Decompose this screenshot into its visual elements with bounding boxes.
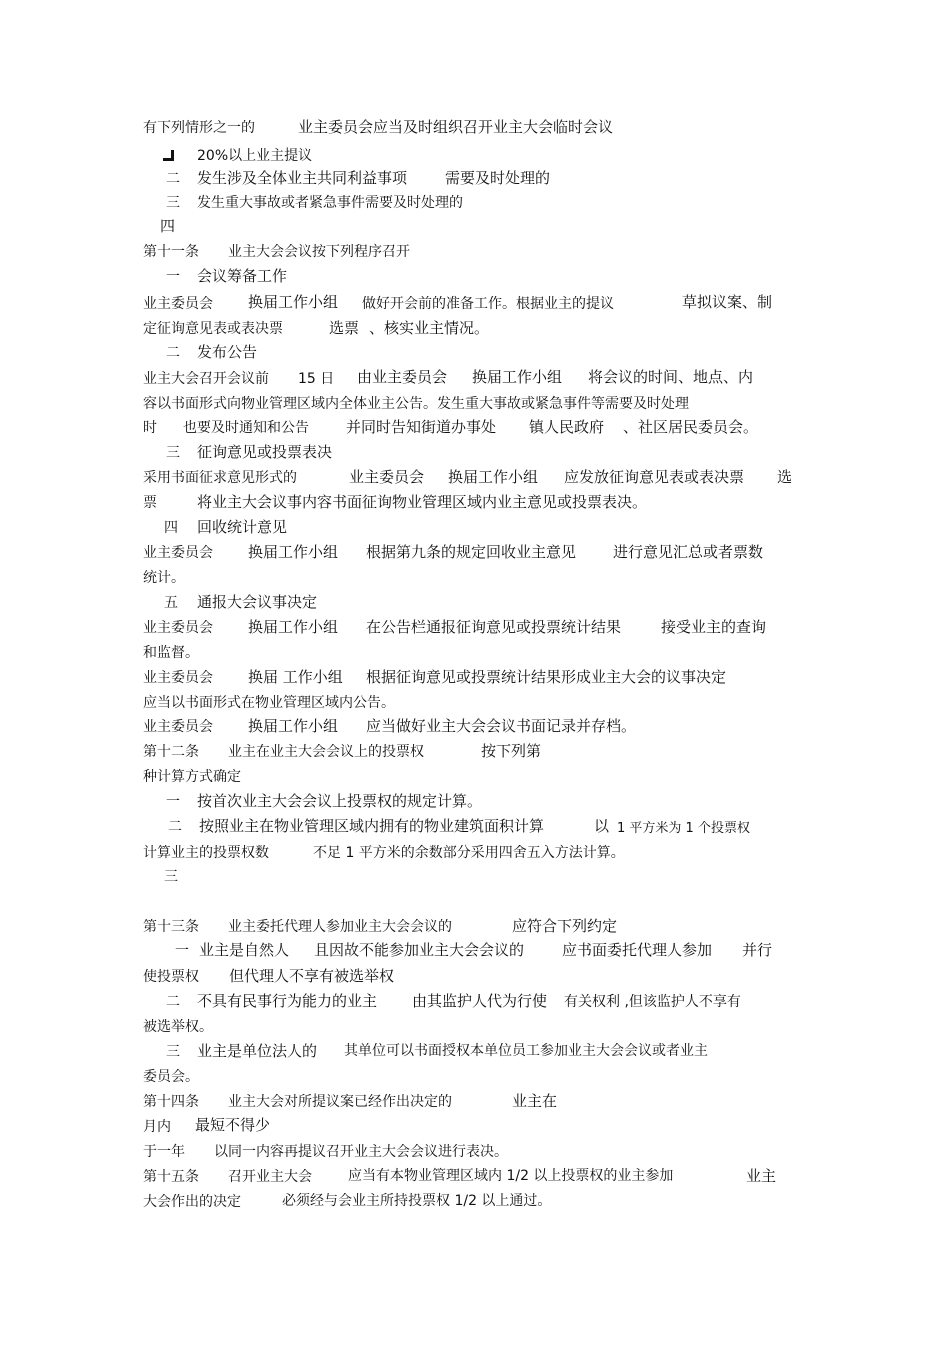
text-line: 委员会。 <box>143 1069 199 1085</box>
list-item: 需要及时处理的 <box>445 169 551 187</box>
text-line: 业主委员会 <box>143 670 213 686</box>
text-line: 选票 <box>329 319 360 337</box>
article-heading: 第十三条 <box>143 919 199 935</box>
text-line: 票 <box>143 495 157 511</box>
text-line: 必须经与会业主所持投票权 1/2 以上通过。 <box>282 1193 552 1209</box>
text-line: 计算业主的投票权数 <box>143 845 269 861</box>
text-line: 容以书面形式向物业管理区域内全体业主公告。发生重大事故或紧急事件等需要及时处理 <box>143 396 689 412</box>
list-item: 业主是自然人 <box>199 941 290 959</box>
text-line: 以同一内容再提议召开业主大会会议进行表决。 <box>214 1144 508 1160</box>
text-line: 15 日 <box>298 371 335 387</box>
text-line: 将会议的时间、地点、内 <box>588 368 754 386</box>
text-line: 使投票权 <box>143 969 199 985</box>
text-line: 应当以书面形式在物业管理区域内公告。 <box>143 695 395 711</box>
text-line: 和监督。 <box>143 645 199 661</box>
text-line: 镇人民政府 <box>529 418 605 436</box>
list-item: 发生重大事故或者紧急事件需要及时处理的 <box>197 195 463 211</box>
text-line: 选 <box>777 468 793 486</box>
list-item: 征询意见或投票表决 <box>197 443 333 461</box>
list-number: 五 <box>164 595 178 611</box>
article-heading: 第十二条 <box>143 744 199 760</box>
text-line: 将业主大会议事内容书面征询物业管理区域内业主意见或投票表决。 <box>197 493 648 511</box>
text-line: 统计。 <box>143 570 185 586</box>
list-item: 有关权利 ,但该监护人不享有 <box>564 994 741 1010</box>
list-number: 一 <box>166 269 180 285</box>
list-item: 且因故不能参加业主大会会议的 <box>314 941 525 959</box>
text-line: 采用书面征求意见形式的 <box>143 470 297 486</box>
text-line: 业主委员会应当及时组织召开业主大会临时会议 <box>298 118 614 136</box>
list-number: 三 <box>166 195 180 211</box>
text-line: 并同时告知街道办事处 <box>346 418 497 436</box>
text-line: 接受业主的查询 <box>661 618 767 636</box>
text-line: 但代理人不享有被选举权 <box>229 967 395 985</box>
list-item: 按首次业主大会会议上投票权的规定计算。 <box>197 792 483 810</box>
list-item: 回收统计意见 <box>197 518 288 536</box>
text-line: 应当做好业主大会会议书面记录并存档。 <box>366 717 637 735</box>
text-line: 换届工作小组 <box>248 618 339 636</box>
text-line: 换届工作小组 <box>448 468 539 486</box>
list-item: 通报大会议事决定 <box>197 593 318 611</box>
list-item: 其单位可以书面授权本单位员工参加业主大会会议或者业主 <box>344 1043 708 1059</box>
article-text: 应当有本物业管理区域内 1/2 以上投票权的业主参加 <box>348 1168 674 1184</box>
text-line: 不足 1 平方米的余数部分采用四舍五入方法计算。 <box>313 845 625 861</box>
list-number: 二 <box>166 345 180 361</box>
article-text: 业主 <box>746 1167 777 1185</box>
text-line: 有下列情形之一的 <box>143 120 255 136</box>
list-number: 一 <box>166 794 180 810</box>
text-line: 被选举权。 <box>143 1019 213 1035</box>
list-number: 四 <box>160 217 176 235</box>
list-item: 业主是单位法人的 <box>197 1042 318 1060</box>
text-line: 于一年 <box>143 1144 185 1160</box>
list-number: 二 <box>166 171 180 187</box>
text-line: 最短不得少 <box>195 1116 271 1134</box>
article-heading: 第十一条 <box>143 244 199 260</box>
text-line: 业主委员会 <box>143 719 213 735</box>
text-line: 、核实业主情况。 <box>369 319 490 337</box>
list-item: 20%以上业主提议 <box>197 148 313 164</box>
text-line: 种计算方式确定 <box>143 769 241 785</box>
list-item: 不具有民事行为能力的业主 <box>197 992 378 1010</box>
text-line: 换届工作小组 <box>248 717 339 735</box>
list-number: 二 <box>166 994 180 1010</box>
text-line: 进行意见汇总或者票数 <box>613 543 764 561</box>
text-line: 在公告栏通报征询意见或投票统计结果 <box>366 618 622 636</box>
list-number: 二 <box>168 819 182 835</box>
text-line: 大会作出的决定 <box>143 1194 241 1210</box>
text-line: 也要及时通知和公告 <box>183 420 309 436</box>
list-item: 按照业主在物业管理区域内拥有的物业建筑面积计算 <box>199 817 545 835</box>
list-item: 1 平方米为 1 个投票权 <box>617 821 750 836</box>
text-line: 由业主委员会 <box>357 368 448 386</box>
text-line: 业主委员会 <box>143 620 213 636</box>
list-item: 会议筹备工作 <box>197 267 288 285</box>
article-heading: 第十四条 <box>143 1094 199 1110</box>
text-line: 、社区居民委员会。 <box>623 418 759 436</box>
list-item: 以 <box>594 817 610 835</box>
text-line: 定征询意见表或表决票 <box>143 321 283 337</box>
article-text: 召开业主大会 <box>228 1169 312 1185</box>
text-line: 业主委员会 <box>349 468 425 486</box>
bullet-mark-icon <box>163 150 175 161</box>
text-line: 应发放征询意见表或表决票 <box>564 468 745 486</box>
text-line: 月内 <box>143 1119 171 1135</box>
article-heading: 第十五条 <box>143 1169 199 1185</box>
list-item: 发布公告 <box>197 343 258 361</box>
list-item: 应书面委托代理人参加 <box>562 941 713 959</box>
text-line: 做好开会前的准备工作。根据业主的提议 <box>362 296 614 312</box>
text-line: 换届工作小组 <box>472 368 563 386</box>
text-line: 根据征询意见或投票统计结果形成业主大会的议事决定 <box>366 668 727 686</box>
list-number: 三 <box>166 445 180 461</box>
list-item: 发生涉及全体业主共同利益事项 <box>197 169 408 187</box>
list-number: 一 <box>175 943 189 959</box>
text-line: 换届工作小组 <box>248 543 339 561</box>
list-item: 由其监护人代为行使 <box>412 992 548 1010</box>
text-line: 业主委员会 <box>143 545 213 561</box>
text-line: 时 <box>143 420 157 436</box>
list-number: 三 <box>166 1044 180 1060</box>
text-line: 换届 工作小组 <box>248 668 343 686</box>
article-text: 业主大会对所提议案已经作出决定的 <box>228 1094 452 1110</box>
article-text: 按下列第 <box>481 742 542 760</box>
text-line: 业主大会召开会议前 <box>143 371 269 387</box>
article-text: 业主在 <box>512 1092 558 1110</box>
list-item: 并行 <box>742 941 773 959</box>
article-text: 业主大会会议按下列程序召开 <box>228 244 410 260</box>
text-line: 换届工作小组 <box>248 293 339 311</box>
text-line: 根据第九条的规定回收业主意见 <box>366 543 577 561</box>
article-text: 业主在业主大会会议上的投票权 <box>228 744 424 760</box>
article-text: 应符合下列约定 <box>512 917 618 935</box>
text-line: 草拟议案、制 <box>682 293 773 311</box>
list-number: 三 <box>164 869 178 885</box>
list-number: 四 <box>164 520 178 536</box>
article-text: 业主委托代理人参加业主大会会议的 <box>228 919 452 935</box>
text-line: 业主委员会 <box>143 296 213 312</box>
